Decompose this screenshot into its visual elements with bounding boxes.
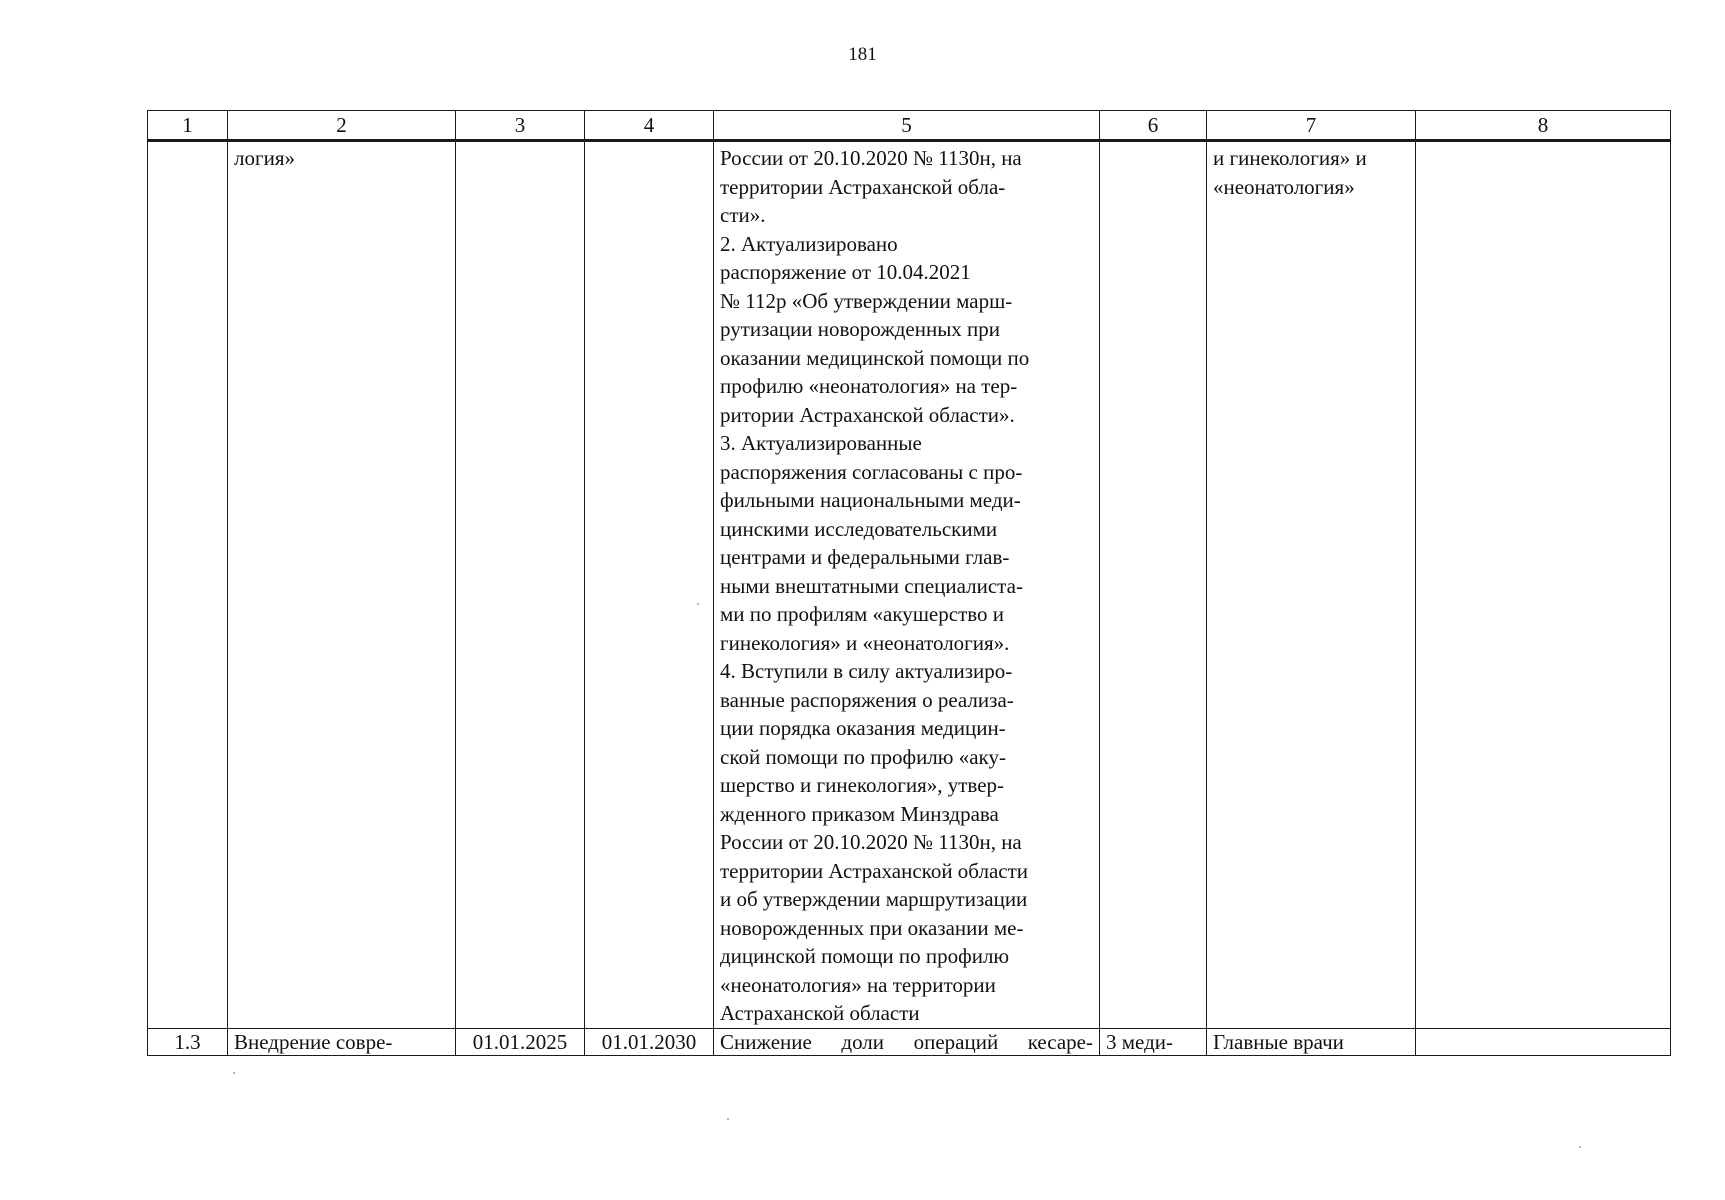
cell-end-date [585, 141, 714, 1029]
responsible-text: и гинекология» и «неонатология» [1213, 146, 1367, 199]
column-number-row [148, 111, 1671, 141]
scan-speck [727, 1118, 729, 1120]
cell-responsible [1207, 141, 1416, 1029]
row-number: 1.3 [148, 1028, 228, 1055]
measure-name-text: логия» [234, 146, 295, 170]
column-number-6: 6 [1100, 111, 1207, 141]
cell-start-date [456, 141, 585, 1029]
cell-measure-name [228, 141, 456, 1029]
cell-number [148, 141, 228, 1029]
column-number-8: 8 [1416, 111, 1671, 141]
cell-result-description [714, 141, 1100, 1029]
scan-speck [697, 603, 699, 605]
column-number-4: 4 [585, 111, 714, 141]
result-description: Снижение доли операций кесаре- [714, 1028, 1100, 1055]
measure-name: Внедрение совре- [228, 1028, 456, 1055]
table-row-continuation [148, 141, 1671, 1029]
column-number-2: 2 [228, 111, 456, 141]
scan-speck [1579, 1146, 1581, 1148]
cell-col6 [1100, 141, 1207, 1029]
col6-value: 3 меди- [1100, 1028, 1207, 1055]
column-number-1: 1 [148, 111, 228, 141]
measures-table [147, 110, 1671, 1056]
column-number-7: 7 [1207, 111, 1416, 141]
column-number-3: 3 [456, 111, 585, 141]
end-date: 01.01.2030 [585, 1028, 714, 1055]
cell-col8 [1416, 141, 1671, 1029]
responsible: Главные врачи [1207, 1028, 1416, 1055]
result-description-text: России от 20.10.2020 № 1130н, на территории Астраханской обла- сти». 2. Актуализировано распоряжение от 10.04.2021 № 112р «Об утверждении марш- рутизации новорожденных при оказании медицинской помощи по профилю «неонатология» на тер- ритории Астраханской области». 3. Актуализированные распоряжения согласованы с про- фильными национальными меди- цинскими исследовательскими центрами и федеральными глав- ными внештатными специалиста- ми по профилям «акушерство и гинекология» и «неонатология». 4. Вступили в силу актуализиро- ванные распоряжения о реализа- ции порядка оказания медицин- ской помощи по профилю «аку- шерство и гинекология», утвер- жденного приказом Минздрава России от 20.10.2020 № 1130н, на территории Астраханской области и об утверждении маршрутизации новорожденных при оказании ме- дицинской помощи по профилю «неонатология» на территории Астраханской области [720, 146, 1030, 1025]
start-date: 01.01.2025 [456, 1028, 585, 1055]
scan-speck [233, 1072, 235, 1074]
column-number-5: 5 [714, 111, 1100, 141]
table-row-1-3 [148, 1028, 1671, 1055]
col8-value [1416, 1028, 1671, 1055]
page-number: 181 [848, 44, 877, 65]
